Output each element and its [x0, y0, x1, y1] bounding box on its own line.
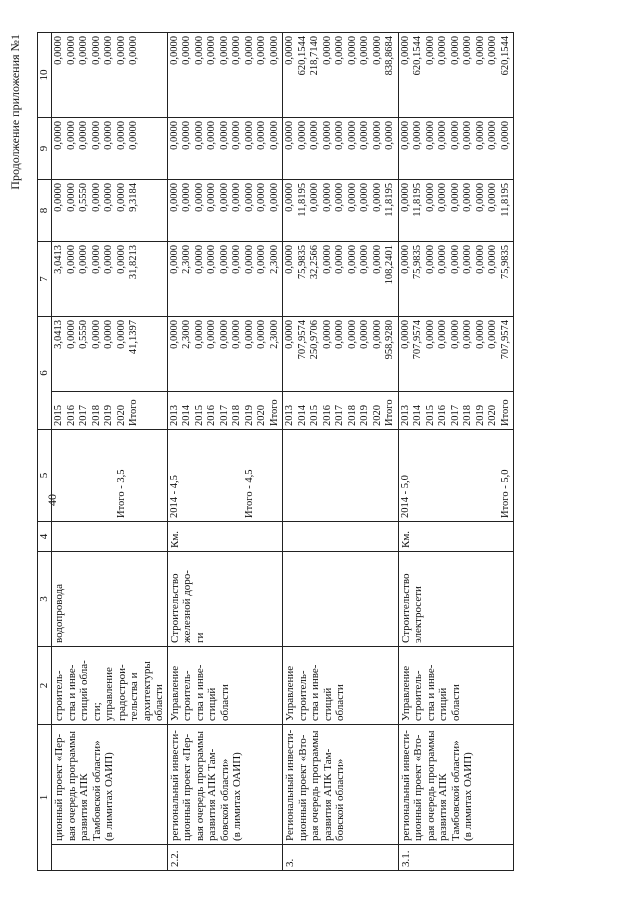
- activity: Строительство железной доро- ги: [167, 552, 283, 647]
- table-row: [283, 33, 399, 871]
- project-name: Региональный инвести- ционный проект «Вто- рая очередь программы развития АПК Там- бовской области»: [283, 725, 399, 845]
- page-number: 40: [45, 494, 59, 506]
- value-col6: 0,0000 707,9574 250,9706 0,0000 0,0000 0,0000 0,0000 0,0000 958,9280: [283, 317, 399, 392]
- value-col9: 0,0000 0,0000 0,0000 0,0000 0,0000 0,0000 0,0000 0,0000 0,0000: [398, 118, 514, 180]
- col-header-2: 2: [38, 647, 52, 725]
- unit: Км.: [398, 522, 514, 552]
- value-col10: 0,0000 0,0000 0,0000 0,0000 0,0000 0,0000 0,0000 0,0000 0,0000: [167, 33, 283, 118]
- col-header-8: 8: [38, 180, 52, 242]
- continuation-title: Продолжение приложения №1: [8, 34, 22, 190]
- value-col10: 0,0000 620,1544 218,7140 0,0000 0,0000 0,0000 0,0000 0,0000 838,8684: [283, 33, 399, 118]
- responsible-org: Управление строитель- ства и инве- стиций области: [283, 647, 399, 725]
- responsible-org: Управление строитель- ства и инве- стиций области: [398, 647, 514, 725]
- table-row: [52, 33, 168, 871]
- value-col9: 0,0000 0,0000 0,0000 0,0000 0,0000 0,0000 0,0000 0,0000 0,0000: [167, 118, 283, 180]
- year-list: 2013 2014 2015 2016 2017 2018 2019 2020 Итого: [398, 392, 514, 430]
- col-header-3: 3: [38, 552, 52, 647]
- col-header-6: 6: [38, 317, 52, 430]
- col-header-7: 7: [38, 242, 52, 317]
- activity: [283, 552, 399, 647]
- table-row: [398, 33, 514, 871]
- year-list: 2015 2016 2017 2018 2019 2020 Итого: [52, 392, 168, 430]
- target-value: Итого - 3,5: [52, 430, 168, 522]
- activity: водопровода: [52, 552, 168, 647]
- value-col6: 0,0000 2,3000 0,0000 0,0000 0,0000 0,0000 0,0000 0,0000 2,3000: [167, 317, 283, 392]
- row-number: [52, 845, 168, 871]
- project-name: региональный инвести- ционный проект «Пер- вая очередь программы развития АПК Там- бовской области» (в лимитах ОАИП): [167, 725, 283, 845]
- header-row: [38, 33, 52, 871]
- value-col9: 0,0000 0,0000 0,0000 0,0000 0,0000 0,0000 0,0000 0,0000 0,0000: [283, 118, 399, 180]
- value-col7: 0,0000 75,9835 0,0000 0,0000 0,0000 0,0000 0,0000 0,0000 75,9835: [398, 242, 514, 317]
- year-list: 2013 2014 2015 2016 2017 2018 2019 2020 Итого: [167, 392, 283, 430]
- target-value: 2014 - 5,0 Итого - 5,0: [398, 430, 514, 522]
- value-col10: 0,0000 620,1544 0,0000 0,0000 0,0000 0,0000 0,0000 0,0000 620,1544: [398, 33, 514, 118]
- table-row: [167, 33, 283, 871]
- project-name: региональный инвести- ционный проект «Вто- рая очередь программы развития АПК Тамбовской области» (в лимитах ОАИП): [398, 725, 514, 845]
- unit: [283, 522, 399, 552]
- col-header-5: 5: [38, 430, 52, 522]
- target-value: [283, 430, 399, 522]
- col-header-1: 1: [38, 725, 52, 871]
- col-header-10: 10: [38, 33, 52, 118]
- responsible-org: Управление строитель- ства и инве- стиций области: [167, 647, 283, 725]
- project-name: ционный проект «Пер- вая очередь программы развития АПК Тамбовской области» (в лимитах ОАИП): [52, 725, 168, 845]
- value-col7: 0,0000 75,9835 32,2566 0,0000 0,0000 0,0000 0,0000 0,0000 108,2401: [283, 242, 399, 317]
- value-col7: 0,0000 2,3000 0,0000 0,0000 0,0000 0,0000 0,0000 0,0000 2,3000: [167, 242, 283, 317]
- row-number: 3.: [283, 845, 399, 871]
- value-col10: 0,0000 0,0000 0,0000 0,0000 0,0000 0,0000 0,0000: [52, 33, 168, 118]
- unit: [52, 522, 168, 552]
- value-col6: 3,0413 0,0000 0,5550 0,0000 0,0000 0,0000 41,1397: [52, 317, 168, 392]
- col-header-4: 4: [38, 522, 52, 552]
- value-col8: 0,0000 0,0000 0,0000 0,0000 0,0000 0,0000 0,0000 0,0000 0,0000: [167, 180, 283, 242]
- row-number: 2.2.: [167, 845, 283, 871]
- value-col8: 0,0000 11,8195 0,0000 0,0000 0,0000 0,0000 0,0000 0,0000 11,8195: [398, 180, 514, 242]
- value-col8: 0,0000 11,8195 0,0000 0,0000 0,0000 0,0000 0,0000 0,0000 11,8195: [283, 180, 399, 242]
- col-header-9: 9: [38, 118, 52, 180]
- value-col8: 0,0000 0,0000 0,5550 0,0000 0,0000 0,0000 9,3184: [52, 180, 168, 242]
- value-col6: 0,0000 707,9574 0,0000 0,0000 0,0000 0,0000 0,0000 0,0000 707,9574: [398, 317, 514, 392]
- value-col9: 0,0000 0,0000 0,0000 0,0000 0,0000 0,0000 0,0000: [52, 118, 168, 180]
- budget-table: [37, 32, 514, 871]
- target-value: 2014 - 4,5 Итого - 4,5: [167, 430, 283, 522]
- year-list: 2013 2014 2015 2016 2017 2018 2019 2020 Итого: [283, 392, 399, 430]
- activity: Строительство электросети: [398, 552, 514, 647]
- value-col7: 3,0413 0,0000 0,0000 0,0000 0,0000 0,0000 31,8213: [52, 242, 168, 317]
- row-number: 3.1.: [398, 845, 514, 871]
- unit: Км.: [167, 522, 283, 552]
- responsible-org: строитель- ства и инве- стиций обла- сти; управление градострои- тельства и архитектуры области: [52, 647, 168, 725]
